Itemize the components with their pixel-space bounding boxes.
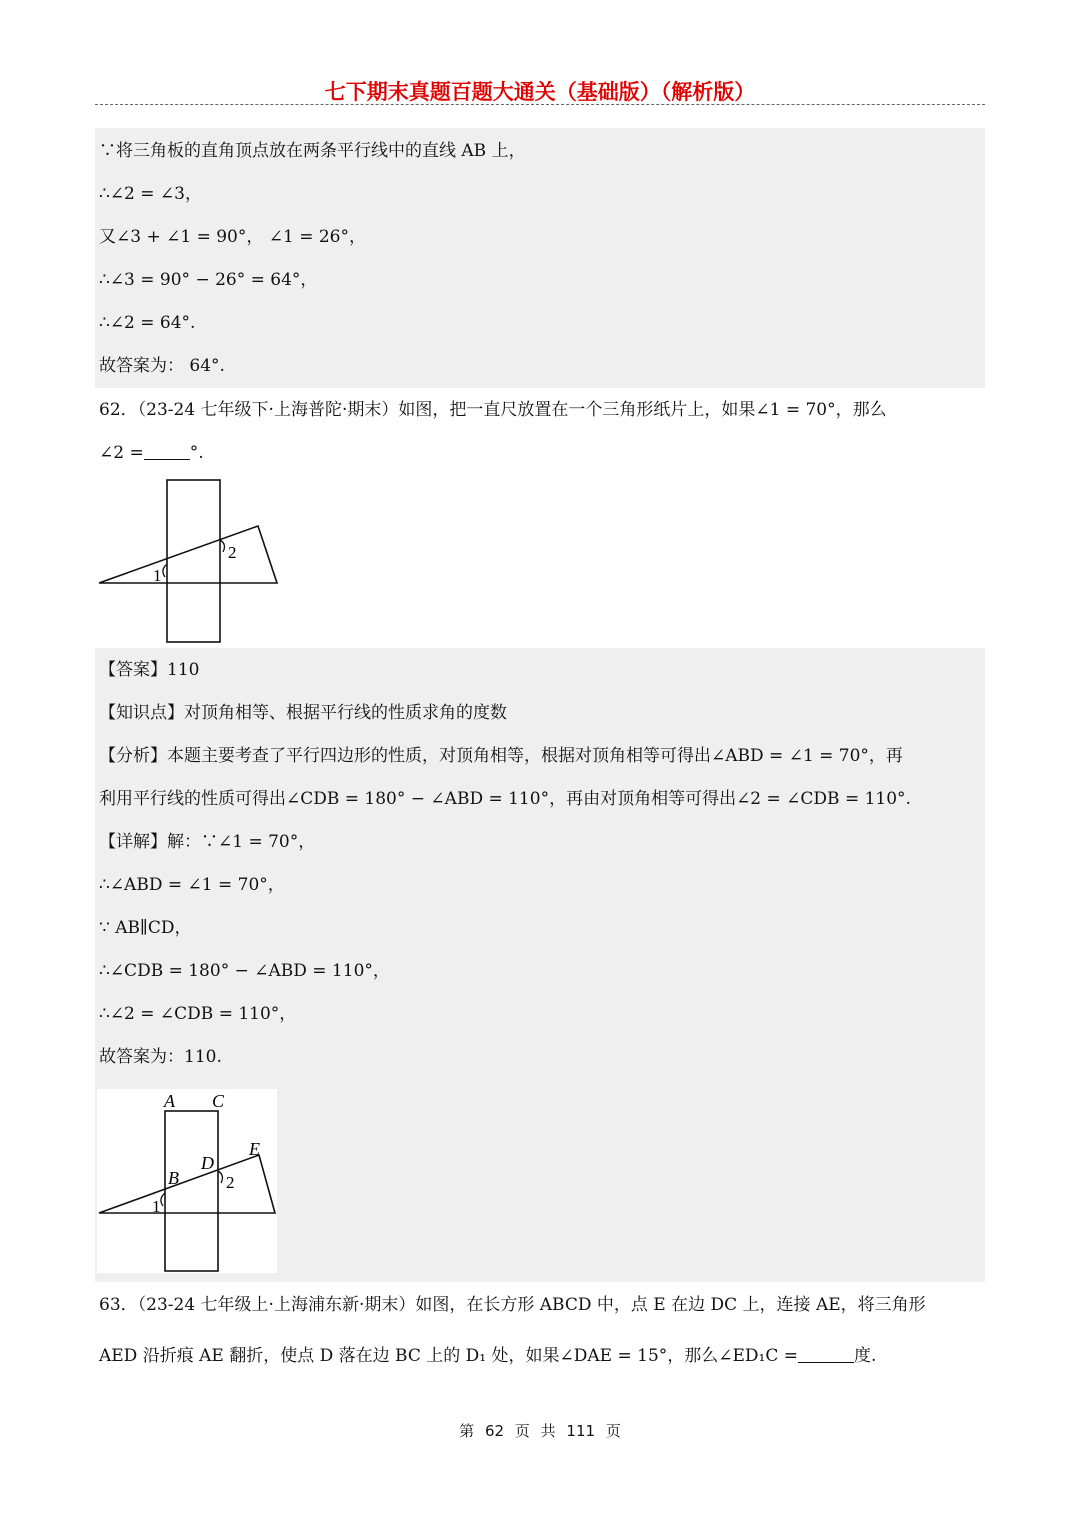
footer-page-number: 62	[484, 1422, 505, 1440]
footer-mid-1: 页	[514, 1422, 530, 1440]
point-E-label: E	[249, 1139, 260, 1159]
prev-solution-line-1: ∵将三角板的直角顶点放在两条平行线中的直线 AB 上，	[99, 141, 526, 161]
q62-step-1: 【详解】解：∵∠1 = 70°，	[99, 832, 316, 852]
footer-total-pages: 111	[566, 1422, 596, 1440]
prev-solution-line-4: ∴∠3 = 90° − 26° = 64°，	[99, 270, 318, 290]
prev-solution-block	[95, 128, 985, 388]
page-footer	[0, 1420, 1080, 1441]
q62-stem-suffix: °.	[189, 443, 204, 463]
point-C-label: C	[212, 1091, 225, 1111]
q63-stem-line-1: 63．（23-24 七年级上·上海浦东新·期末）如图，在长方形 ABCD 中，点 E 在边 DC 上，连接 AE，将三角形	[99, 1295, 926, 1315]
prev-solution-line-2: ∴∠2 = ∠3，	[99, 184, 202, 204]
q63-stem-line-2	[99, 1344, 876, 1368]
point-A-label: A	[164, 1091, 175, 1111]
footer-suffix: 页	[605, 1422, 621, 1440]
document-header-title: 七下期末真题百题大通关（基础版）（解析版）	[324, 80, 756, 104]
q62-stem-prefix: ∠2 =	[99, 443, 144, 463]
ruler-rect	[167, 480, 220, 642]
q62-knowledge: 【知识点】对顶角相等、根据平行线的性质求角的度数	[99, 703, 507, 723]
triangle-paper	[99, 526, 277, 583]
prev-solution-line-3: 又∠3 + ∠1 = 90°， ∠1 = 26°，	[99, 227, 367, 247]
q62-step-5: ∴∠2 = ∠CDB = 110°，	[99, 1004, 297, 1024]
q62-step-6: 故答案为：110.	[99, 1047, 222, 1067]
q63-stem-prefix: AED 沿折痕 AE 翻折，使点 D 落在边 BC 上的 D₁ 处，如果∠DAE = 15°，那么∠ED₁C =	[99, 1346, 799, 1366]
point-B-label: B	[168, 1168, 179, 1188]
angle-1-label: 1	[152, 1197, 161, 1216]
angle-2-label: 2	[228, 543, 237, 562]
q62-solution-figure	[97, 1089, 277, 1273]
prev-solution-line-6: 故答案为： 64°.	[99, 356, 225, 376]
angle-2-label: 2	[226, 1173, 235, 1192]
q62-step-3: ∵ AB∥CD，	[99, 918, 192, 938]
q62-answer-blank	[144, 443, 190, 460]
footer-prefix: 第	[459, 1422, 475, 1440]
q62-stem-line-1: 62．（23-24 七年级下·上海普陀·期末）如图，把一直尺放置在一个三角形纸片上，如果∠1 = 70°，那么	[99, 400, 887, 420]
q62-step-4: ∴∠CDB = 180° − ∠ABD = 110°，	[99, 961, 390, 981]
q62-analysis-line-2: 利用平行线的性质可得出∠CDB = 180° − ∠ABD = 110°，再由对顶角相等可得出∠2 = ∠CDB = 110°.	[99, 789, 911, 809]
header-divider	[95, 104, 985, 105]
q62-step-2: ∴∠ABD = ∠1 = 70°，	[99, 875, 285, 895]
q63-stem-suffix: 度.	[854, 1346, 877, 1366]
point-D-label: D	[201, 1153, 214, 1173]
q62-figure	[97, 478, 287, 646]
q62-stem-line-2	[99, 441, 204, 465]
q63-answer-blank	[798, 1346, 854, 1363]
q62-answer: 【答案】110	[99, 660, 200, 680]
angle-1-label: 1	[153, 566, 162, 585]
prev-solution-line-5: ∴∠2 = 64°.	[99, 313, 196, 333]
footer-mid-2: 共	[540, 1422, 556, 1440]
q62-analysis-line-1: 【分析】本题主要考查了平行四边形的性质，对顶角相等，根据对顶角相等可得出∠ABD = ∠1 = 70°，再	[99, 746, 903, 766]
